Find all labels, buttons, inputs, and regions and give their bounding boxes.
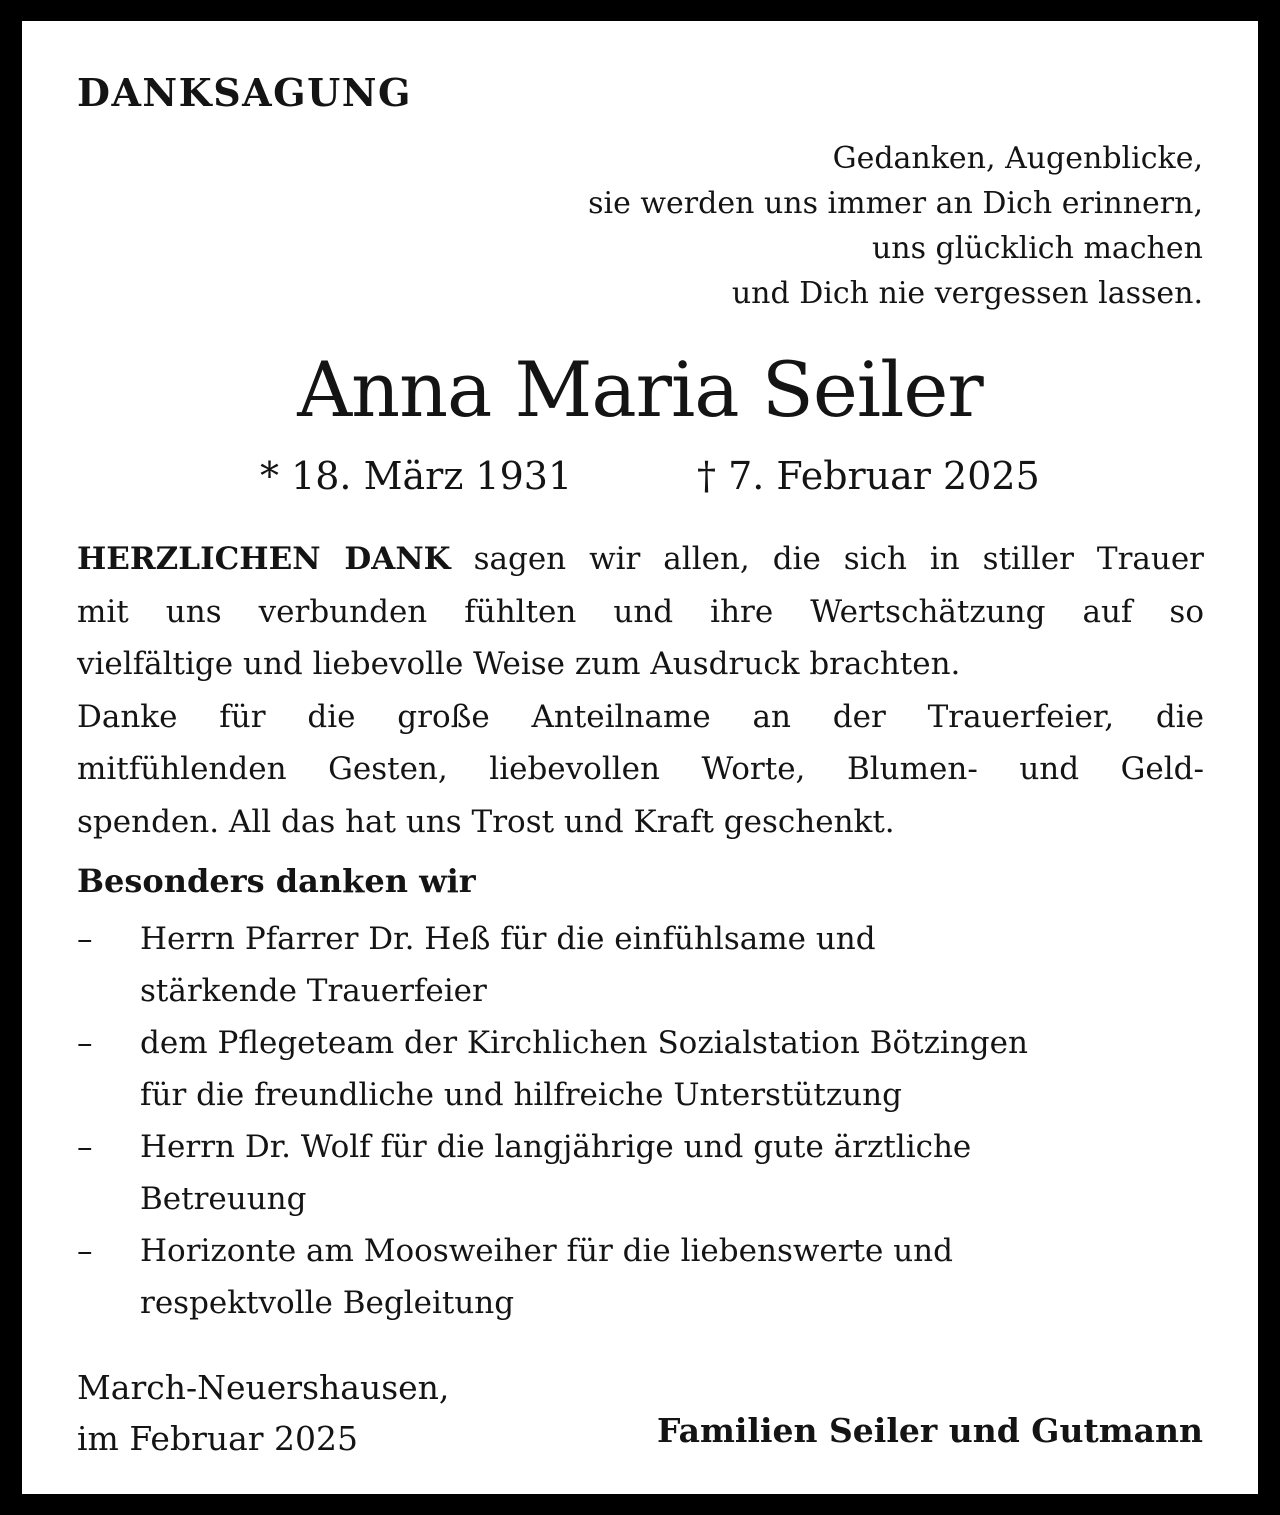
signature: Familien Seiler und Gutmann [656, 1411, 1203, 1450]
heading: DANKSAGUNG [77, 70, 412, 115]
list-item-line: Horizonte am Moosweiher für die liebenswerte und [140, 1233, 953, 1269]
thanks-paragraph [77, 533, 1204, 848]
poem-line: und Dich nie vergessen lassen. [731, 276, 1203, 311]
place: March-Neuershausen, [77, 1368, 450, 1407]
dash-bullet: – [77, 1025, 93, 1061]
thanks-line [77, 533, 1204, 586]
special-thanks-list [77, 913, 1204, 1329]
thanks-line: Danke für die große Anteilname an der Trauerfeier, die [77, 698, 1204, 735]
poem-line: Gedanken, Augenblicke, [832, 141, 1203, 176]
list-item-line: für die freundliche und hilfreiche Unterstützung [140, 1077, 902, 1113]
dash-bullet: – [77, 921, 93, 957]
thanks-line: spenden. All das hat uns Trost und Kraft geschenkt. [77, 803, 895, 840]
dash-bullet: – [77, 1129, 93, 1165]
death-date: † 7. Februar 2025 [697, 454, 1040, 498]
date: im Februar 2025 [77, 1419, 359, 1458]
deceased-name: Anna Maria Seiler [297, 345, 983, 434]
thanks-line: vielfältige und liebevolle Weise zum Ausdruck brachten. [77, 646, 961, 682]
list-item-line: stärkende Trauerfeier [140, 973, 487, 1009]
list-item [77, 913, 1204, 1017]
list-item-line: Herrn Pfarrer Dr. Heß für die einfühlsame und [140, 921, 876, 957]
dash-bullet: – [77, 1233, 93, 1269]
special-thanks-heading: Besonders danken wir [77, 862, 476, 900]
list-item-line: dem Pflegeteam der Kirchlichen Sozialstation Bötzingen [140, 1025, 1028, 1061]
place-and-date [77, 1362, 449, 1464]
list-item-line: Betreuung [140, 1181, 307, 1217]
list-item [77, 1225, 1204, 1329]
list-item-line: respektvolle Begleitung [140, 1285, 515, 1321]
list-item [77, 1017, 1204, 1121]
list-item [77, 1121, 1204, 1225]
birth-date: * 18. März 1931 [260, 454, 573, 498]
thanks-line: mitfühlenden Gesten, liebevollen Worte, Blumen- und Geld- [77, 751, 1204, 787]
thanks-line: mit uns verbunden fühlten und ihre Wertschätzung auf so [77, 593, 1204, 630]
thanks-lead: HERZLICHEN DANK [77, 541, 451, 577]
poem [588, 136, 1203, 316]
poem-line: sie werden uns immer an Dich erinnern, [588, 186, 1203, 221]
poem-line: uns glücklich machen [871, 231, 1203, 266]
list-item-line: Herrn Dr. Wolf für die langjährige und gute ärztliche [140, 1129, 972, 1165]
thanks-line-rest: sagen wir allen, die sich in stiller Trauer [473, 541, 1204, 577]
